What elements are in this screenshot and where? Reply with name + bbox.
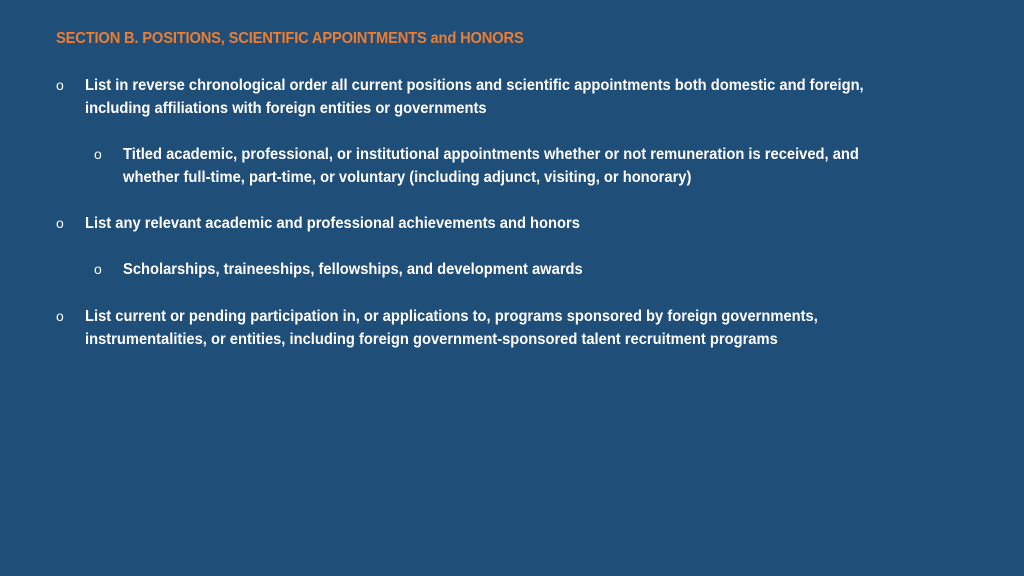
bullet-marker: o <box>56 308 64 324</box>
bullet-marker: o <box>94 261 102 277</box>
bullet-text: List any relevant academic and professional achievements and honors <box>85 215 580 232</box>
bullet-marker: o <box>56 215 64 231</box>
bullet-text: List in reverse chronological order all current positions and scientific appointments both domestic and foreign, including affiliations with foreign entities or governments <box>85 77 864 117</box>
bullet-text: Titled academic, professional, or institutional appointments whether or not remuneration is received, and whether full-time, part-time, or voluntary (including adjunct, visiting, or honorary) <box>123 146 859 186</box>
bullet-marker: o <box>56 77 64 93</box>
bullet-text: Scholarships, traineeships, fellowships, and development awards <box>123 261 583 278</box>
bullet-text: List current or pending participation in, or applications to, programs sponsored by foreign governments, instrumentalities, or entities, including foreign government-sponsored talent recruitment programs <box>85 308 818 348</box>
bullet-marker: o <box>94 146 102 162</box>
section-title: SECTION B. POSITIONS, SCIENTIFIC APPOINTMENTS and HONORS <box>56 30 524 47</box>
